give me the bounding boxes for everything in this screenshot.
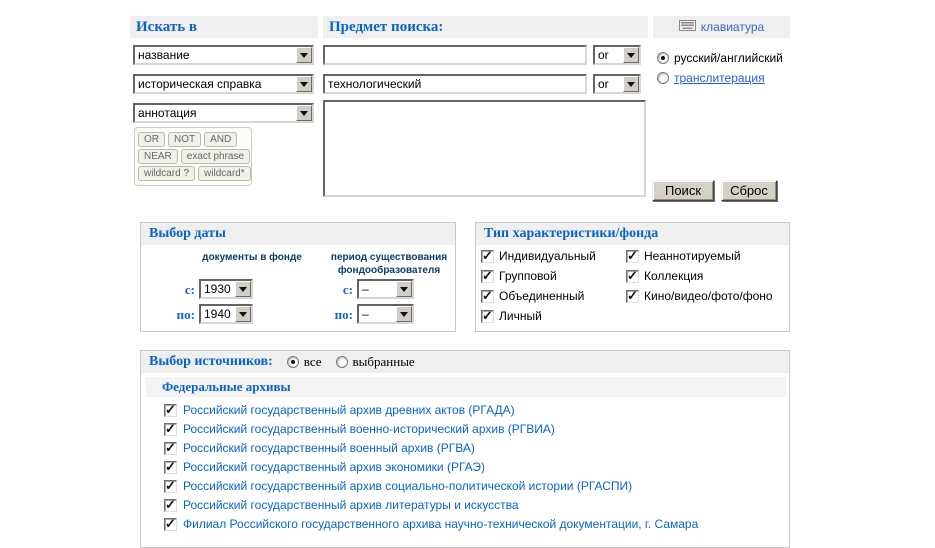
- or-select-1[interactable]: [593, 45, 641, 65]
- sources-title: Выбор источников:: [149, 354, 273, 369]
- media-label: Кино/видео/фото/фоно: [644, 289, 773, 303]
- collection-checkbox[interactable]: [626, 270, 639, 283]
- archive-row: [164, 441, 475, 455]
- operator-row: [138, 149, 248, 164]
- type-media[interactable]: [626, 289, 773, 303]
- subject-header: [323, 16, 648, 38]
- creator-from-value: –: [362, 282, 369, 296]
- field-select-1[interactable]: [133, 45, 314, 65]
- group-checkbox[interactable]: [481, 270, 494, 283]
- doc-to-value: 1940: [204, 307, 231, 321]
- fond-type-section: [475, 222, 790, 332]
- all-sources-radio[interactable]: [287, 356, 299, 368]
- date-section-header: [141, 223, 455, 245]
- and-operator-button[interactable]: AND: [204, 132, 237, 147]
- chevron-down-icon[interactable]: [235, 306, 251, 322]
- type-collection[interactable]: [626, 269, 703, 283]
- subject-title: Предмет поиска:: [329, 18, 444, 35]
- united-checkbox[interactable]: [481, 290, 494, 303]
- archive-row: [164, 460, 485, 474]
- creator-to-label: по:: [334, 307, 353, 322]
- chevron-down-icon[interactable]: [296, 47, 312, 63]
- transliteration-radio[interactable]: [657, 72, 669, 84]
- not-operator-button[interactable]: NOT: [168, 132, 201, 147]
- sources-header: [141, 351, 789, 373]
- field-select-3-value: аннотация: [138, 106, 197, 120]
- chevron-down-icon[interactable]: [296, 76, 312, 92]
- media-checkbox[interactable]: [626, 290, 639, 303]
- wildcard-star-button[interactable]: wildcard*: [198, 166, 251, 181]
- transliteration-link[interactable]: транслитерация: [674, 71, 765, 85]
- date-section-title: Выбор даты: [149, 226, 226, 241]
- archive-checkbox[interactable]: [164, 442, 177, 455]
- exact-phrase-button[interactable]: exact phrase: [181, 149, 250, 164]
- doc-from-value: 1930: [204, 282, 231, 296]
- type-united[interactable]: [481, 289, 584, 303]
- archive-link[interactable]: Российский государственный архив социально-политической истории (РГАСПИ): [183, 479, 633, 493]
- field-select-2-value: историческая справка: [138, 77, 262, 91]
- personal-checkbox[interactable]: [481, 310, 494, 323]
- archive-link[interactable]: Российский государственный архив литературы и искусства: [183, 498, 519, 512]
- archive-link[interactable]: Российский государственный военный архив (РГВА): [183, 441, 475, 455]
- type-group[interactable]: [481, 269, 557, 283]
- archive-row: [164, 479, 632, 493]
- or-select-2-value: or: [598, 77, 609, 91]
- individual-checkbox[interactable]: [481, 250, 494, 263]
- russian-english-radio[interactable]: [657, 52, 669, 64]
- selected-sources-radio[interactable]: [336, 356, 348, 368]
- near-operator-button[interactable]: NEAR: [138, 149, 178, 164]
- language-option-russian[interactable]: [657, 51, 783, 65]
- selected-sources-label: выбранные: [352, 354, 415, 369]
- archive-checkbox[interactable]: [164, 404, 177, 417]
- operator-row: [138, 132, 248, 147]
- or-select-2[interactable]: [593, 74, 641, 94]
- query-input-1[interactable]: [323, 45, 587, 65]
- language-option-translit[interactable]: [657, 71, 765, 85]
- archive-row: [164, 498, 519, 512]
- archive-checkbox[interactable]: [164, 518, 177, 531]
- unannotated-checkbox[interactable]: [626, 250, 639, 263]
- or-operator-button[interactable]: OR: [138, 132, 165, 147]
- field-select-3[interactable]: [133, 103, 314, 123]
- archive-checkbox[interactable]: [164, 480, 177, 493]
- archive-row: [164, 422, 555, 436]
- united-label: Объединенный: [499, 289, 585, 303]
- chevron-down-icon[interactable]: [396, 281, 412, 297]
- chevron-down-icon[interactable]: [623, 76, 639, 92]
- type-individual[interactable]: [481, 249, 596, 263]
- field-select-1-value: название: [138, 48, 190, 62]
- documents-in-fond-label: документы в фонде: [202, 252, 302, 263]
- creator-to-value: –: [362, 307, 369, 321]
- wildcard-q-button[interactable]: wildcard ?: [138, 166, 195, 181]
- archive-checkbox[interactable]: [164, 499, 177, 512]
- operator-row: [138, 166, 248, 181]
- archive-checkbox[interactable]: [164, 423, 177, 436]
- creator-from-label: с:: [342, 282, 353, 297]
- fond-creator-period-label: период существования фондообразователя: [330, 252, 448, 276]
- type-unannotated[interactable]: [626, 249, 741, 263]
- doc-from-label: с:: [184, 282, 195, 297]
- personal-label: Личный: [499, 309, 542, 323]
- sources-section: [140, 350, 790, 548]
- keyboard-link[interactable]: клавиатура: [700, 20, 765, 34]
- archive-link[interactable]: Российский государственный военно-исторический архив (РГВИА): [183, 422, 555, 436]
- or-select-1-value: or: [598, 48, 609, 62]
- unannotated-label: Неаннотируемый: [644, 249, 741, 263]
- reset-button[interactable]: Сброс: [721, 180, 777, 201]
- search-in-header: [130, 16, 318, 38]
- chevron-down-icon[interactable]: [296, 105, 312, 121]
- query-textarea[interactable]: [323, 100, 646, 197]
- creator-to-select[interactable]: [357, 304, 414, 324]
- keyboard-icon: [679, 20, 696, 34]
- archive-link[interactable]: Российский государственный архив экономики (РГАЭ): [183, 460, 486, 474]
- operator-button-group: [134, 127, 252, 186]
- federal-archives-title: Федеральные архивы: [162, 379, 291, 394]
- type-personal[interactable]: [481, 309, 542, 323]
- archive-row: [164, 517, 698, 531]
- doc-to-label: по:: [176, 307, 195, 322]
- query-input-2[interactable]: [323, 74, 587, 94]
- collection-label: Коллекция: [644, 269, 704, 283]
- date-section: [140, 222, 456, 332]
- chevron-down-icon[interactable]: [396, 306, 412, 322]
- fond-type-header: [476, 223, 789, 245]
- archive-checkbox[interactable]: [164, 461, 177, 474]
- chevron-down-icon[interactable]: [623, 47, 639, 63]
- all-sources-label: все: [303, 354, 322, 369]
- doc-from-select[interactable]: [199, 279, 253, 299]
- keyboard-bar: [653, 16, 790, 38]
- chevron-down-icon[interactable]: [235, 281, 251, 297]
- doc-to-select[interactable]: [199, 304, 253, 324]
- archive-row: [164, 403, 515, 417]
- group-label: Групповой: [499, 269, 557, 283]
- search-in-title: Искать в: [136, 18, 198, 35]
- creator-from-select[interactable]: [357, 279, 414, 299]
- search-button[interactable]: Поиск: [652, 180, 714, 201]
- individual-label: Индивидуальный: [499, 249, 596, 263]
- archive-link[interactable]: Филиал Российского государственного архива научно-технической документации, г. Самара: [183, 517, 699, 531]
- federal-archives-bar: [146, 377, 786, 397]
- russian-english-label: русский/английский: [674, 51, 783, 65]
- field-select-2[interactable]: [133, 74, 314, 94]
- fond-type-title: Тип характеристики/фонда: [484, 226, 659, 241]
- archive-link[interactable]: Российский государственный архив древних актов (РГАДА): [183, 403, 515, 417]
